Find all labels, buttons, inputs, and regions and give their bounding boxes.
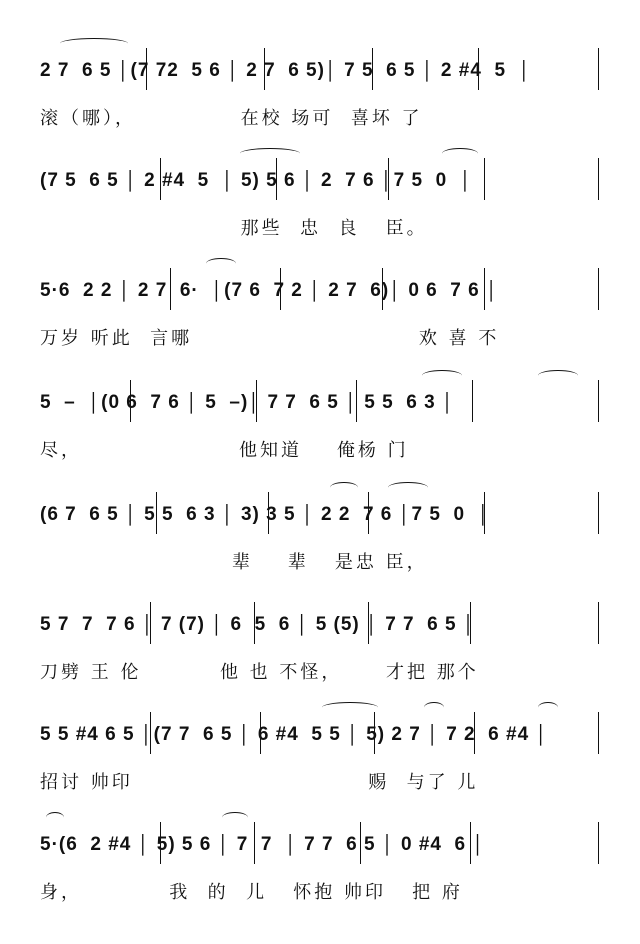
score-system-5 <box>0 504 640 614</box>
notation-line: 5 7 7 7 6 │ 7 (7) │ 6 5 6 │ 5 (5) │ 7 7 6 5 │ <box>40 614 476 635</box>
slur-mark <box>424 702 444 713</box>
slur-mark <box>240 148 300 159</box>
slur-mark <box>422 370 462 381</box>
notation-line: (6 7 6 5 │ 5 5 6 3 │ 3) 3 5 │ 2 2 7 6 │7 5 0 │ <box>40 504 491 525</box>
score-system-7 <box>0 724 640 834</box>
notation-line: 5·6 2 2 │ 2 7 6· │(7 6 7 2 │ 2 7 6)│ 0 6 7 6 │ <box>40 280 499 301</box>
slur-mark <box>538 702 558 713</box>
lyrics-line: 万岁 听此 言哪 欢 喜 不 <box>40 328 500 349</box>
notation-line: 5·(6 2 #4 │ 5) 5 6 │ 7 7 │ 7 7 6 5 │ 0 #4 6 │ <box>40 834 486 855</box>
notation-line: (7 5 6 5 │ 2 #4 5 │ 5) 5 6 │ 2 7 6 │7 5 0 │ <box>40 170 473 191</box>
lyrics-line: 辈 辈 是忠 臣， <box>40 552 428 573</box>
slur-mark <box>206 258 236 269</box>
slur-mark <box>538 370 578 381</box>
score-system-1 <box>0 60 640 170</box>
notation-line: 2 7 6 5 │(7 72 5 6 │ 2 7 6 5)│ 7 5 6 5 │ 2 #4 5 │ <box>40 60 532 81</box>
lyrics-line: 刀劈 王 伦 他 也 不怪， 才把 那个 <box>40 662 479 683</box>
lyrics-line: 身， 我 的 儿 怀抱 帅印 把 府 <box>40 882 463 903</box>
lyrics-line: 滚（哪）， 在校 场可 喜坏 了 <box>40 108 423 129</box>
slur-mark <box>330 482 358 493</box>
notation-line: 5 5 #4 6 5 │(7 7 6 5 │ 6 #4 5 5 │ 5) 2 7 │ 7 2 6 #4 │ <box>40 724 549 745</box>
slur-mark <box>442 148 478 159</box>
notation-line: 5 – │(0 6 7 6 │ 5 –)│ 7 7 6 5 │ 5 5 6 3 │ <box>40 392 455 413</box>
lyrics-line: 招讨 帅印 赐 与了 儿 <box>40 772 479 793</box>
score-system-2 <box>0 170 640 280</box>
slur-mark <box>60 38 128 49</box>
slur-mark <box>322 702 378 713</box>
slur-mark <box>222 812 248 823</box>
slur-mark <box>388 482 428 493</box>
slur-mark <box>46 812 64 823</box>
lyrics-line: 尽， 他知道 俺杨 门 <box>40 440 409 461</box>
lyrics-line: 那些 忠 良 臣。 <box>40 218 428 239</box>
score-system-4 <box>0 392 640 502</box>
score-system-8 <box>0 834 640 944</box>
